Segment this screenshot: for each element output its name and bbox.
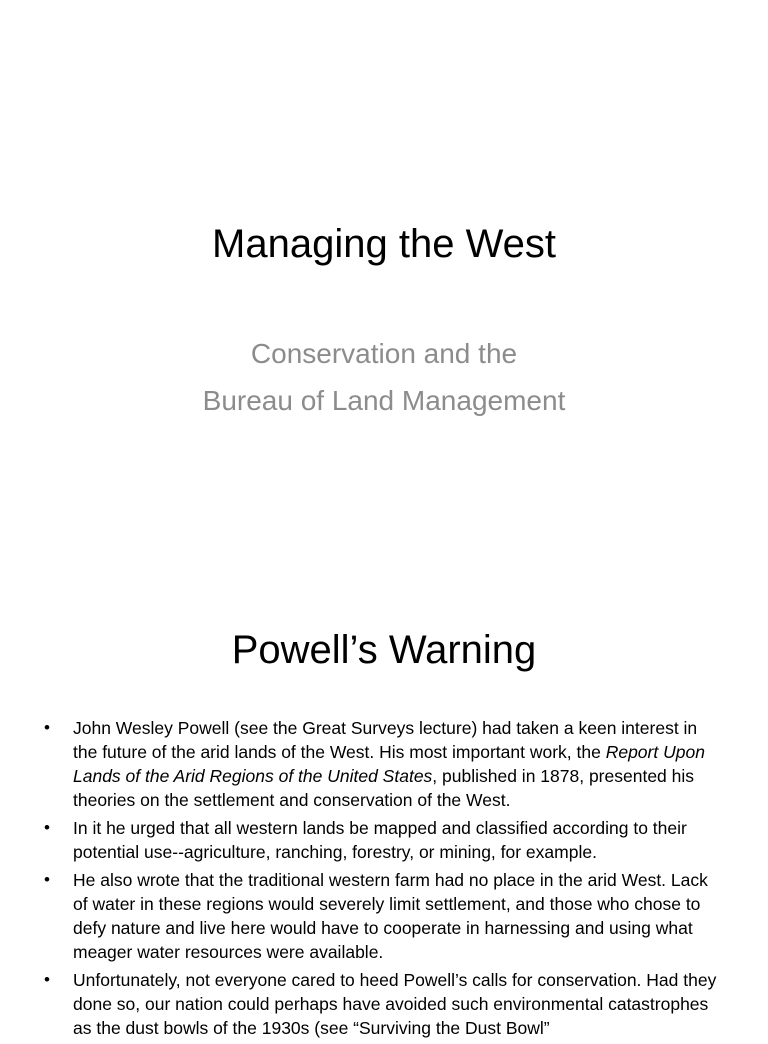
bullet-item [0, 968, 768, 1040]
bullet-list [0, 716, 768, 1044]
report-title: Report Upon Lands of the Arid Regions of the United States [73, 742, 705, 786]
slide-title: Managing the West [212, 222, 556, 266]
bullet-icon: • [44, 718, 50, 737]
bullet-icon: • [44, 970, 50, 989]
bullet-text: In it he urged that all western lands be mapped and classified according to their potential use--agriculture, ranching, forestry, or mining, for example. [73, 818, 687, 862]
bullet-icon: • [44, 870, 50, 889]
bullet-text: He also wrote that the traditional western farm had no place in the arid West. Lack of water in these regions would severely limit settlement, and those who chose to defy nature and live here would have to cooperate in harnessing and using what meager water resources were available. [73, 870, 708, 962]
subtitle-line: Conservation and the [250, 338, 518, 369]
slide-title: Powell’s Warning [231, 628, 537, 672]
bullet-item [0, 716, 768, 812]
bullet-item [0, 868, 768, 964]
content-slide [0, 576, 768, 1038]
bullet-text: Unfortunately, not everyone cared to heed Powell’s calls for conservation. Had they done so, our nation could perhaps have avoided such environmental catastrophes as the dust bowls of the 1930s (see “Surviving the Dust Bowl” [73, 970, 717, 1038]
slide-subtitle [0, 330, 768, 424]
bullet-text: John Wesley Powell (see the Great Surveys lecture) had taken a keen interest in the future of the arid lands of the West. His most important work, the [73, 718, 698, 762]
subtitle-line: Bureau of Land Management [202, 385, 566, 416]
bullet-text: , published in 1878, presented his theories on the settlement and conservation of the West. [73, 766, 695, 810]
bullet-item [0, 816, 768, 864]
bullet-icon: • [44, 818, 50, 837]
